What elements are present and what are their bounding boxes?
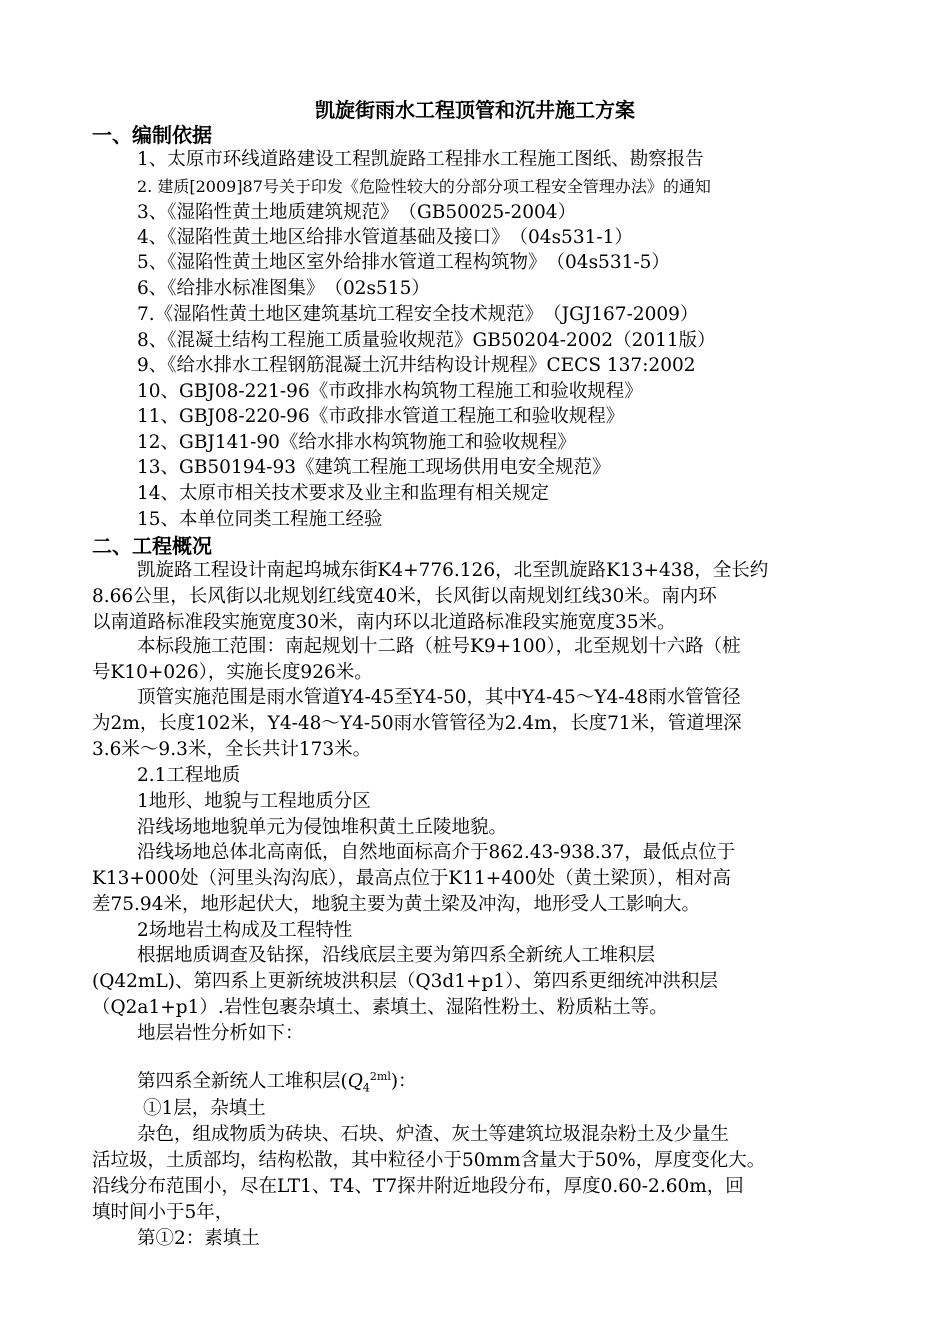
subsection-geology: 2.1工程地质 — [137, 765, 241, 786]
formula-sub: 4 — [362, 1081, 370, 1095]
text-line: 号K10+026），实施长度926米。 — [92, 662, 373, 683]
basis-item: 10、GBJ08-221-96《市政排水构筑物工程施工和验收规程》 — [137, 381, 643, 402]
basis-item: 1、太原市环线道路建设工程凯旋路工程排水工程施工图纸、勘察报告 — [137, 149, 704, 170]
overview-paragraph-strata — [92, 943, 862, 1021]
basis-item: 11、GBJ08-220-96《市政排水管道工程施工和验收规程》 — [137, 406, 625, 427]
basis-item: 8、《混凝土结构工程施工质量验收规范》GB50204-2002（2011版） — [137, 330, 716, 351]
text-line: 为2m，长度102米，Y4-48～Y4-50雨水管管径为2.4m，长度71米，管道埋深 — [92, 713, 742, 734]
formula-q4-2ml — [347, 1070, 391, 1095]
basis-item: 15、本单位同类工程施工经验 — [137, 509, 383, 530]
text-line: 3.6米～9.3米，全长共计173米。 — [92, 739, 372, 760]
paragraph-landform: 沿线场地地貌单元为侵蚀堆积黄土丘陵地貌。 — [137, 817, 508, 838]
text-line: 凯旋路工程设计南起坞城东街K4+776.126，北至凯旋路K13+438，全长约 — [137, 560, 769, 581]
text-line: 杂色，组成物质为砖块、石块、炉渣、灰土等建筑垃圾混杂粉土及少量生 — [137, 1124, 730, 1145]
layer-1-heading: ①1层，杂填土 — [143, 1098, 266, 1119]
overview-paragraph-3 — [92, 685, 862, 763]
layer-intro-end: )： — [390, 1071, 417, 1093]
text-line: （Q2a1+p1）.岩性包裹杂填土、素填土、湿陷性粉土、粉质粘土等。 — [92, 997, 668, 1018]
basis-item: 14、太原市相关技术要求及业主和监理有相关规定 — [137, 483, 550, 504]
text-line: 活垃圾，土质部均，结构松散，其中粒径小于50mm含量大于50%，厚度变化大。 — [92, 1150, 766, 1171]
text-line: 本标段施工范围：南起规划十二路（桩号K9+100），北至规划十六路（桩 — [137, 636, 741, 657]
section-heading-overview: 二、工程概况 — [92, 534, 212, 558]
layer-intro-text: 第四系全新统人工堆积层( — [137, 1071, 348, 1093]
basis-item: 13、GB50194-93《建筑工程施工现场供用电安全规范》 — [137, 457, 611, 478]
subsection-soil: 2场地岩土构成及工程特性 — [137, 920, 353, 941]
layer-1-description — [92, 1122, 862, 1226]
basis-item: 9、《给水排水工程钢筋混凝土沉井结构设计规程》CECS 137:2002 — [137, 355, 696, 376]
text-line: 沿线场地总体北高南低，自然地面标高介于862.43-938.37，最低点位于 — [137, 842, 736, 863]
basis-item: 3、《湿陷性黄土地质建筑规范》 （GB50025-2004） — [137, 202, 577, 223]
basis-item: 7.《湿陷性黄土地区建筑基坑工程安全技术规范》 （JGJ167-2009） — [137, 304, 699, 325]
text-line: 以南道路标准段实施宽度30米，南内环以北道路标准段实施宽度35米。 — [92, 612, 676, 633]
overview-paragraph-elevation — [92, 840, 862, 918]
text-line: 8.66公里，长风街以北规划红线宽40米，长风街以南规划红线30米。南内环 — [92, 586, 717, 607]
basis-item: 12、GBJ141-90《给水排水构筑物施工和验收规程》 — [137, 432, 576, 453]
basis-item: 5、《湿陷性黄土地区室外给排水管道工程构筑物》 （04s531-5） — [137, 252, 670, 273]
section-heading-basis: 一、编制依据 — [92, 123, 212, 147]
text-line: 沿线分布范围小，尽在LT1、T4、T7探井附近地段分布，厚度0.60-2.60m，回 — [92, 1176, 744, 1197]
subsection-terrain: 1地形、地貌与工程地质分区 — [137, 791, 371, 812]
layer-2-heading: 第①2：素填土 — [137, 1228, 260, 1249]
paragraph-analysis-intro: 地层岩性分析如下： — [137, 1023, 304, 1044]
text-line: K13+000处（河里头沟沟底），最高点位于K11+400处（黄土梁顶），相对高 — [92, 868, 731, 889]
formula-base: Q — [347, 1071, 363, 1093]
overview-paragraph-1 — [92, 558, 862, 636]
text-line: 差75.94米，地形起伏大，地貌主要为黄土梁及冲沟，地形受人工影响大。 — [92, 894, 700, 915]
basis-item: 6、《给排水标准图集》 （02s515） — [137, 278, 430, 299]
overview-paragraph-2 — [92, 634, 862, 686]
basis-item: 4、《湿陷性黄土地区给排水管道基础及接口》 （04s531-1） — [137, 227, 633, 248]
text-line: 填时间小于5年， — [92, 1202, 234, 1223]
text-line: (Q42mL)、第四系上更新统坡洪积层（Q3d1+p1）、第四系更细统冲洪积层 — [92, 971, 718, 992]
text-line: 根据地质调查及钻探，沿线底层主要为第四系全新统人工堆积层 — [137, 945, 656, 966]
document-title: 凯旋街雨水工程顶管和沉井施工方案 — [315, 98, 635, 122]
basis-item: 2. 建质[2009]87号关于印发《危险性较大的分部分项工程安全管理办法》的通知 — [137, 177, 711, 196]
formula-sup: 2ml — [369, 1070, 391, 1083]
text-line: 顶管实施范围是雨水管道Y4-45至Y4-50，其中Y4-45～Y4-48雨水管管径 — [137, 687, 741, 708]
